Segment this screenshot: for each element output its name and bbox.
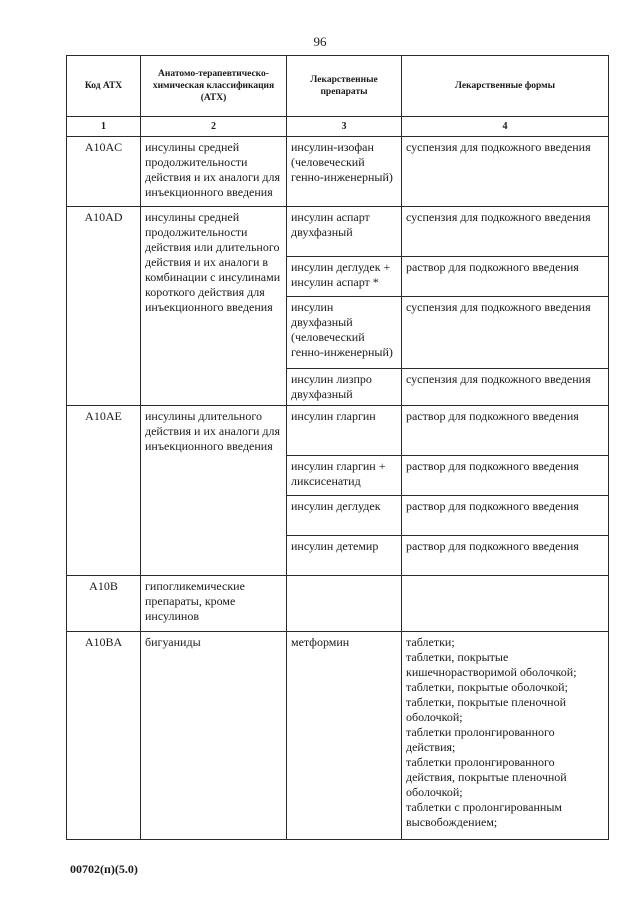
classification-cell: гипогликемические препараты, кроме инсулинов <box>141 576 287 632</box>
column-number: 3 <box>287 117 402 137</box>
dosage-forms-cell <box>402 137 609 207</box>
table-row <box>67 632 609 840</box>
dosage-forms-cell <box>402 406 609 456</box>
dosage-form-item: раствор для подкожного введения <box>406 459 579 473</box>
drug-name-cell: метформин <box>287 632 402 840</box>
atx-code-cell: A10AE <box>67 406 141 576</box>
dosage-forms-cell <box>402 496 609 536</box>
atx-code-cell: A10B <box>67 576 141 632</box>
dosage-form-item: таблетки; <box>406 635 455 649</box>
drug-name-cell: инсулин гларгин + ликсисенатид <box>287 456 402 496</box>
dosage-forms-cell <box>402 369 609 406</box>
classification-cell: инсулины средней продолжительности действия или длительного действия и их аналоги в комбинации с инсулинами короткого действия для инъекционного введения <box>141 207 287 406</box>
atx-code-cell: A10BA <box>67 632 141 840</box>
dosage-forms-cell <box>402 297 609 369</box>
classification-cell: бигуаниды <box>141 632 287 840</box>
column-number: 1 <box>67 117 141 137</box>
footer-code: 00702(п)(5.0) <box>70 862 138 876</box>
dosage-form-item: таблетки, покрытые оболочкой; <box>406 680 568 694</box>
dosage-form-item: суспензия для подкожного введения <box>406 140 591 154</box>
table-row <box>67 576 609 632</box>
dosage-forms-cell <box>402 576 609 632</box>
dosage-form-item: суспензия для подкожного введения <box>406 210 591 224</box>
dosage-forms-cell <box>402 536 609 576</box>
drug-name-cell: инсулин деглудек + инсулин аспарт * <box>287 257 402 297</box>
drug-name-cell: инсулин двухфазный (человеческий генно-инженерный) <box>287 297 402 369</box>
dosage-forms-cell <box>402 207 609 257</box>
drug-name-cell: инсулин аспарт двухфазный <box>287 207 402 257</box>
dosage-form-item: раствор для подкожного введения <box>406 409 579 423</box>
header-classification: Анатомо-терапевтическо-химическая классификация (АТХ) <box>141 56 287 117</box>
dosage-form-item: раствор для подкожного введения <box>406 260 579 274</box>
drug-name-cell: инсулин лизпро двухфазный <box>287 369 402 406</box>
header-forms: Лекарственные формы <box>402 56 609 117</box>
dosage-form-item: раствор для подкожного введения <box>406 539 579 553</box>
atx-code-cell: A10AC <box>67 137 141 207</box>
dosage-form-item: таблетки пролонгированного действия, покрытые пленочной оболочкой; <box>406 755 567 799</box>
dosage-form-item: таблетки пролонгированного действия; <box>406 725 555 754</box>
dosage-form-item: суспензия для подкожного введения <box>406 300 591 314</box>
drug-name-cell: инсулин деглудек <box>287 496 402 536</box>
header-row <box>67 56 609 117</box>
classification-cell: инсулины длительного действия и их аналоги для инъекционного введения <box>141 406 287 576</box>
header-code: Код АТХ <box>67 56 141 117</box>
header-drugs: Лекарственные препараты <box>287 56 402 117</box>
table-row <box>67 137 609 207</box>
drug-name-cell: инсулин детемир <box>287 536 402 576</box>
column-number: 2 <box>141 117 287 137</box>
dosage-forms-cell <box>402 456 609 496</box>
table-row <box>67 406 609 456</box>
drug-name-cell <box>287 576 402 632</box>
atx-table <box>66 55 609 840</box>
dosage-form-item: таблетки, покрытые пленочной оболочкой; <box>406 695 567 724</box>
dosage-form-item: таблетки с пролонгированным высвобождением; <box>406 800 563 829</box>
drug-name-cell: инсулин гларгин <box>287 406 402 456</box>
dosage-form-item: раствор для подкожного введения <box>406 499 579 513</box>
dosage-form-item: суспензия для подкожного введения <box>406 372 591 386</box>
drug-name-cell: инсулин-изофан (человеческий генно-инженерный) <box>287 137 402 207</box>
dosage-form-item: таблетки, покрытые кишечнорастворимой оболочкой; <box>406 650 577 679</box>
dosage-forms-cell <box>402 632 609 840</box>
column-numbers-row <box>67 117 609 137</box>
column-number: 4 <box>402 117 609 137</box>
page-number: 96 <box>313 34 327 49</box>
dosage-forms-cell <box>402 257 609 297</box>
classification-cell: инсулины средней продолжительности действия и их аналоги для инъекционного введения <box>141 137 287 207</box>
table-row <box>67 207 609 257</box>
table-body <box>67 137 609 840</box>
atx-code-cell: A10AD <box>67 207 141 406</box>
